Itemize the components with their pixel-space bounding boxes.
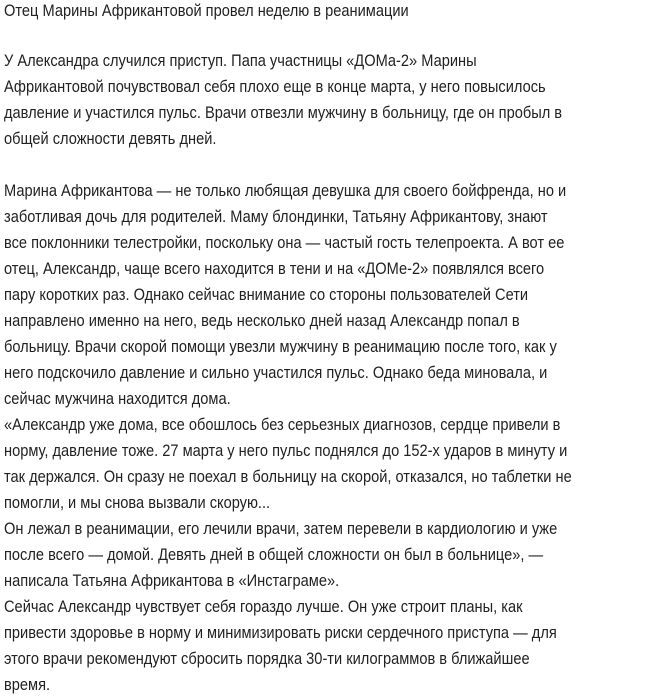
text-line: Африкантовой почувствовал себя плохо еще в конце марта, у него повысилось [4, 77, 546, 96]
text-line: больницу. Врачи скорой помощи увезли мужчину в реанимацию после того, как у [4, 337, 557, 356]
text-line: давление и участился пульс. Врачи отвезли мужчину в больницу, где он пробыл в [4, 103, 563, 122]
text-line: после всего — домой. Девять дней в общей сложности он был в больнице», — [4, 545, 544, 564]
text-line: этого врачи рекомендуют сбросить порядка 30-ти килограммов в ближайшее [4, 649, 530, 668]
text-line: общей сложности девять дней. [4, 129, 217, 148]
article-title: Отец Марины Африкантовой провел неделю в реанимации [4, 1, 409, 20]
text-line: так держался. Он сразу не поехал в больницу на скорой, отказался, но таблетки не [4, 467, 572, 486]
text-line: «Александр уже дома, все обошлось без серьезных диагнозов, сердце привели в [4, 415, 561, 434]
text-line: помогли, и мы снова вызвали скорую... [4, 493, 271, 512]
text-line: направлено именно на него, ведь несколько дней назад Александр попал в [4, 311, 520, 330]
text-line: заботливая дочь для родителей. Маму блондинки, Татьяну Африкантову, знают [4, 207, 548, 226]
text-line: Он лежал в реанимации, его лечили врачи, затем перевели в кардиологию и уже [4, 519, 558, 538]
text-line: сейчас мужчина находится дома. [4, 389, 231, 408]
text-line: У Александра случился приступ. Папа участницы «ДОМа-2» Марины [4, 51, 477, 70]
text-line: время. [4, 675, 51, 694]
text-line: Марина Африкантова — не только любящая девушка для своего бойфренда, но и [4, 181, 567, 200]
text-line: привести здоровье в норму и минимизировать риски сердечного приступа — для [4, 623, 557, 642]
text-line: пару коротких раз. Однако сейчас внимание со стороны пользователей Сети [4, 285, 529, 304]
text-line: норму, давление тоже. 27 марта у него пульс поднялся до 152-х ударов в минуту и [4, 441, 568, 460]
text-line: Сейчас Александр чувствует себя гораздо лучше. Он уже строит планы, как [4, 597, 523, 616]
text-line: отец, Александр, чаще всего находится в тени и на «ДОМе-2» появлялся всего [4, 259, 545, 278]
text-line: него подскочило давление и сильно участился пульс. Однако беда миновала, и [4, 363, 548, 382]
text-line: все поклонники телестройки, поскольку она — частый гость телепроекта. А вот ее [4, 233, 565, 252]
text-line: написала Татьяна Африкантова в «Инстаграме». [4, 571, 340, 590]
